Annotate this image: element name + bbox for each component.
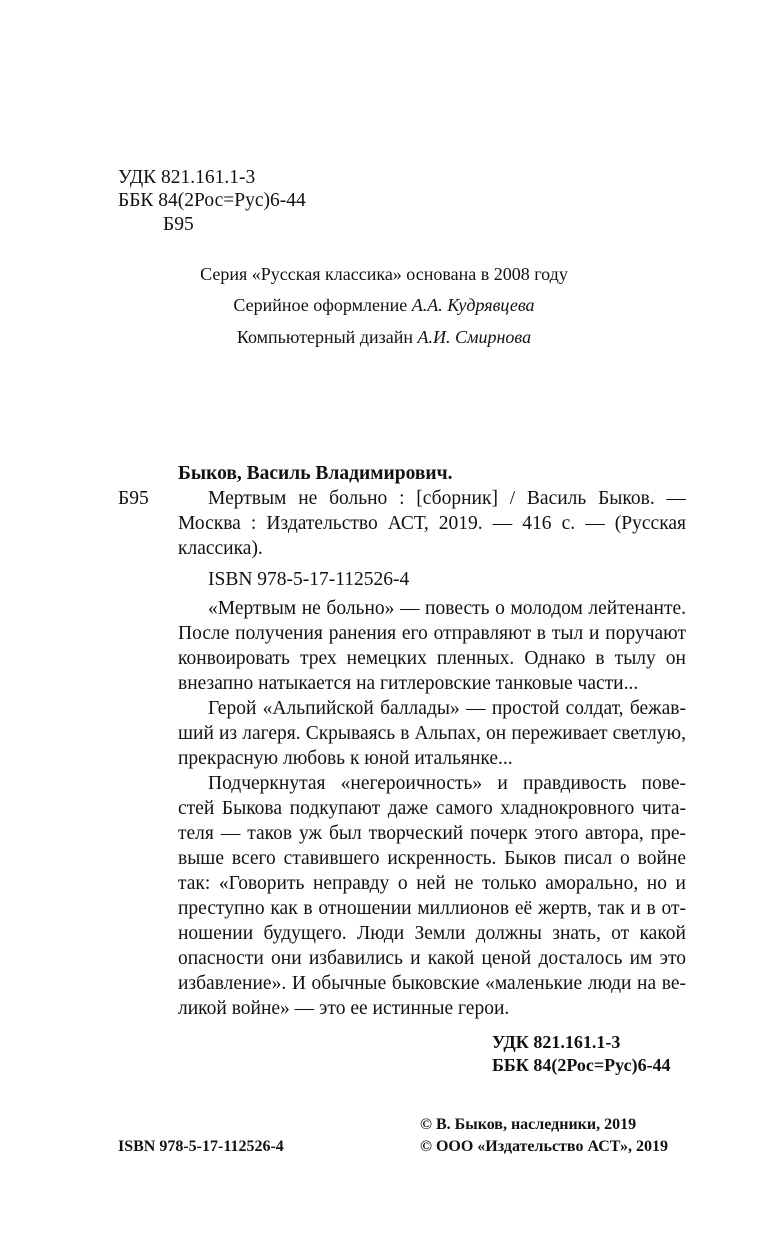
annotation-line: стей Быкова подкупают даже самого хладнокровного чита- [178,798,686,819]
copyright-author: © В. Быков, наследники, 2019 [420,1116,637,1133]
annotation-line: избавление». И обычные быковские «маленькие люди на ве- [178,973,686,994]
annotation-line: Подчеркнутая «негероичность» и правдивость пове- [208,773,686,794]
annotation-line: преступно как в отношении миллионов её жертв, так и в от- [178,898,686,919]
annotation-line: ликой войне» — это ее истинные герои. [178,998,510,1019]
annotation-line: После получения ранения его отправляют в тыл и поручают [178,623,686,644]
author-mark: Б95 [163,214,194,235]
record-title-line: классика). [178,538,263,559]
record-isbn: ISBN 978-5-17-112526-4 [208,569,410,590]
annotation-line: так: «Говорить неправду о ней не только аморально, но и [178,873,686,894]
design-credit [0,293,768,317]
annotation-line: «Мертвым не больно» — повесть о молодом лейтенанте. [208,598,686,619]
author-heading: Быков, Василь Владимирович. [178,463,453,484]
annotation-line: опасности они избавились и какой ценой досталось им это [178,948,686,969]
record-title-line: Мертвым не больно : [сборник] / Василь Быков. — [208,488,686,509]
annotation-line: выше всего ставившего искренность. Быков писал о войне [178,848,686,869]
record-title-line: Москва : Издательство АСТ, 2019. — 416 с. — (Русская [178,513,686,534]
annotation-line: внезапно натыкается на гитлеровские танковые части... [178,673,639,694]
record-mark: Б95 [118,488,149,509]
annotation-line: теля — таков уж был творческий почерк этого автора, пре- [178,823,686,844]
bottom-bbk-code: ББК 84(2Рос=Рус)6-44 [492,1055,671,1075]
series-line: Серия «Русская классика» основана в 2008 году [200,264,568,284]
computer-label: Компьютерный дизайн [236,327,413,347]
annotation-line: прекрасную любовь к юной итальянке... [178,748,513,769]
design-name: А.А. Кудрявцева [411,295,535,315]
computer-design-credit [0,325,768,349]
annotation-line: ношении будущего. Люди Земли должны знать, от какой [178,923,686,944]
bbk-code: ББК 84(2Рос=Рус)6-44 [118,190,306,211]
annotation-line: ший из лагеря. Скрываясь в Альпах, он переживает светлую, [178,723,686,744]
bottom-udk-code: УДК 821.161.1-3 [492,1032,621,1052]
footer-isbn: ISBN 978-5-17-112526-4 [118,1138,284,1155]
design-label: Серийное оформление [233,295,408,315]
computer-name: А.И. Смирнова [417,327,532,347]
annotation-line: Герой «Альпийской баллады» — простой солдат, бежав- [208,698,686,719]
annotation-line: конвоировать трех немецких пленных. Однако в тылу он [178,648,686,669]
copyright-publisher: © ООО «Издательство АСТ», 2019 [420,1138,669,1155]
udk-code: УДК 821.161.1-3 [118,167,256,188]
